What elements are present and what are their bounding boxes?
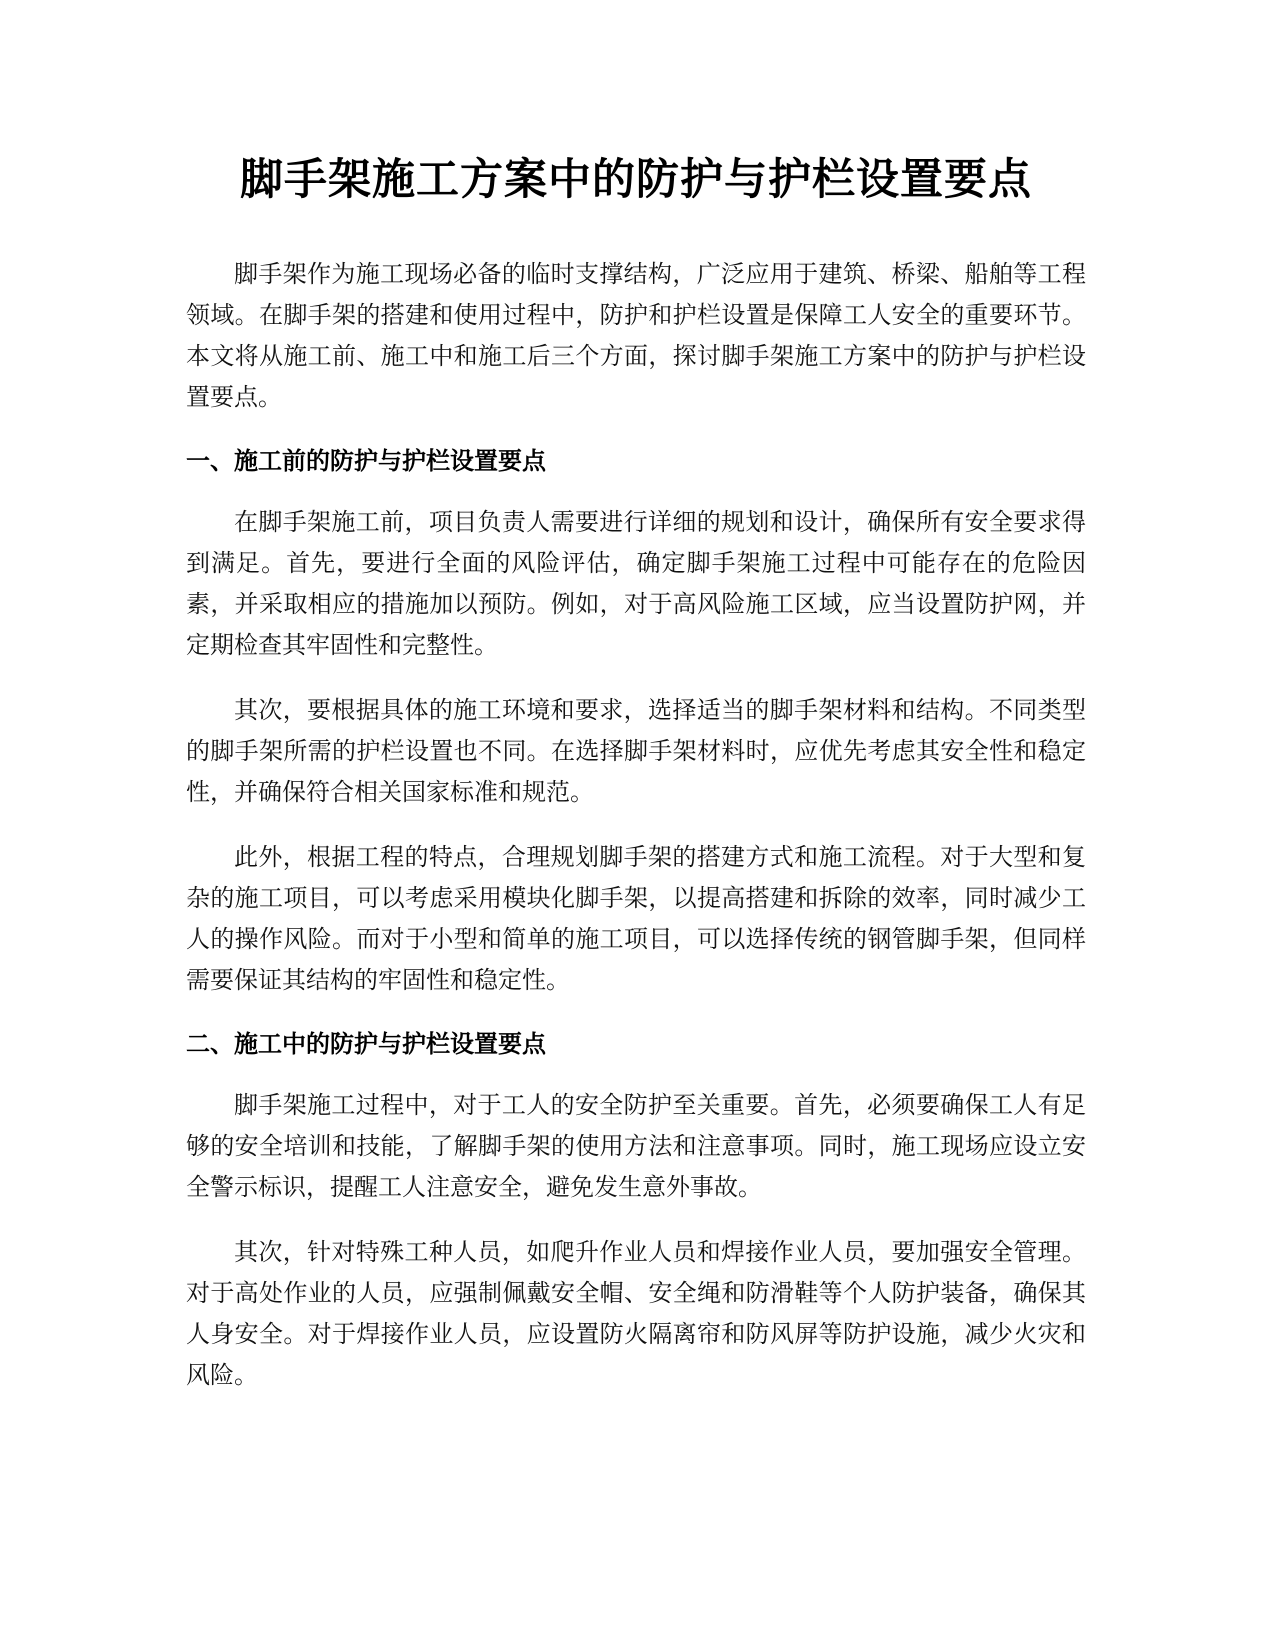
body-paragraph: 此外，根据工程的特点，合理规划脚手架的搭建方式和施工流程。对于大型和复杂的施工项目，可以考虑采用模块化脚手架，以提高搭建和拆除的效率，同时减少工人的操作风险。而对于小型和简单的施工项目，可以选择传统的钢管脚手架，但同样需要保证其结构的牢固性和稳定性。	[186, 843, 1086, 994]
section-heading: 二、施工中的防护与护栏设置要点	[186, 1030, 546, 1058]
document-body	[186, 150, 1086, 1420]
section-heading: 一、施工前的防护与护栏设置要点	[186, 447, 546, 475]
intro-paragraph: 脚手架作为施工现场必备的临时支撑结构，广泛应用于建筑、桥梁、船舶等工程领域。在脚手架的搭建和使用过程中，防护和护栏设置是保障工人安全的重要环节。本文将从施工前、施工中和施工后三个方面，探讨脚手架施工方案中的防护与护栏设置要点。	[186, 260, 1086, 411]
section-during-construction	[186, 1025, 1086, 1396]
section-before-construction	[186, 442, 1086, 1001]
document-title: 脚手架施工方案中的防护与护栏设置要点	[240, 155, 1032, 205]
body-paragraph: 在脚手架施工前，项目负责人需要进行详细的规划和设计，确保所有安全要求得到满足。首先，要进行全面的风险评估，确定脚手架施工过程中可能存在的危险因素，并采取相应的措施加以预防。例如，对于高风险施工区域，应当设置防护网，并定期检查其牢固性和完整性。	[186, 508, 1086, 659]
body-paragraph: 其次，针对特殊工种人员，如爬升作业人员和焊接作业人员，要加强安全管理。对于高处作业的人员，应强制佩戴安全帽、安全绳和防滑鞋等个人防护装备，确保其人身安全。对于焊接作业人员，应设置防火隔离帘和防风屏等防护设施，减少火灾和风险。	[186, 1238, 1086, 1389]
body-paragraph: 脚手架施工过程中，对于工人的安全防护至关重要。首先，必须要确保工人有足够的安全培训和技能，了解脚手架的使用方法和注意事项。同时，施工现场应设立安全警示标识，提醒工人注意安全，避免发生意外事故。	[186, 1091, 1086, 1201]
body-paragraph: 其次，要根据具体的施工环境和要求，选择适当的脚手架材料和结构。不同类型的脚手架所需的护栏设置也不同。在选择脚手架材料时，应优先考虑其安全性和稳定性，并确保符合相关国家标准和规范。	[186, 696, 1086, 806]
